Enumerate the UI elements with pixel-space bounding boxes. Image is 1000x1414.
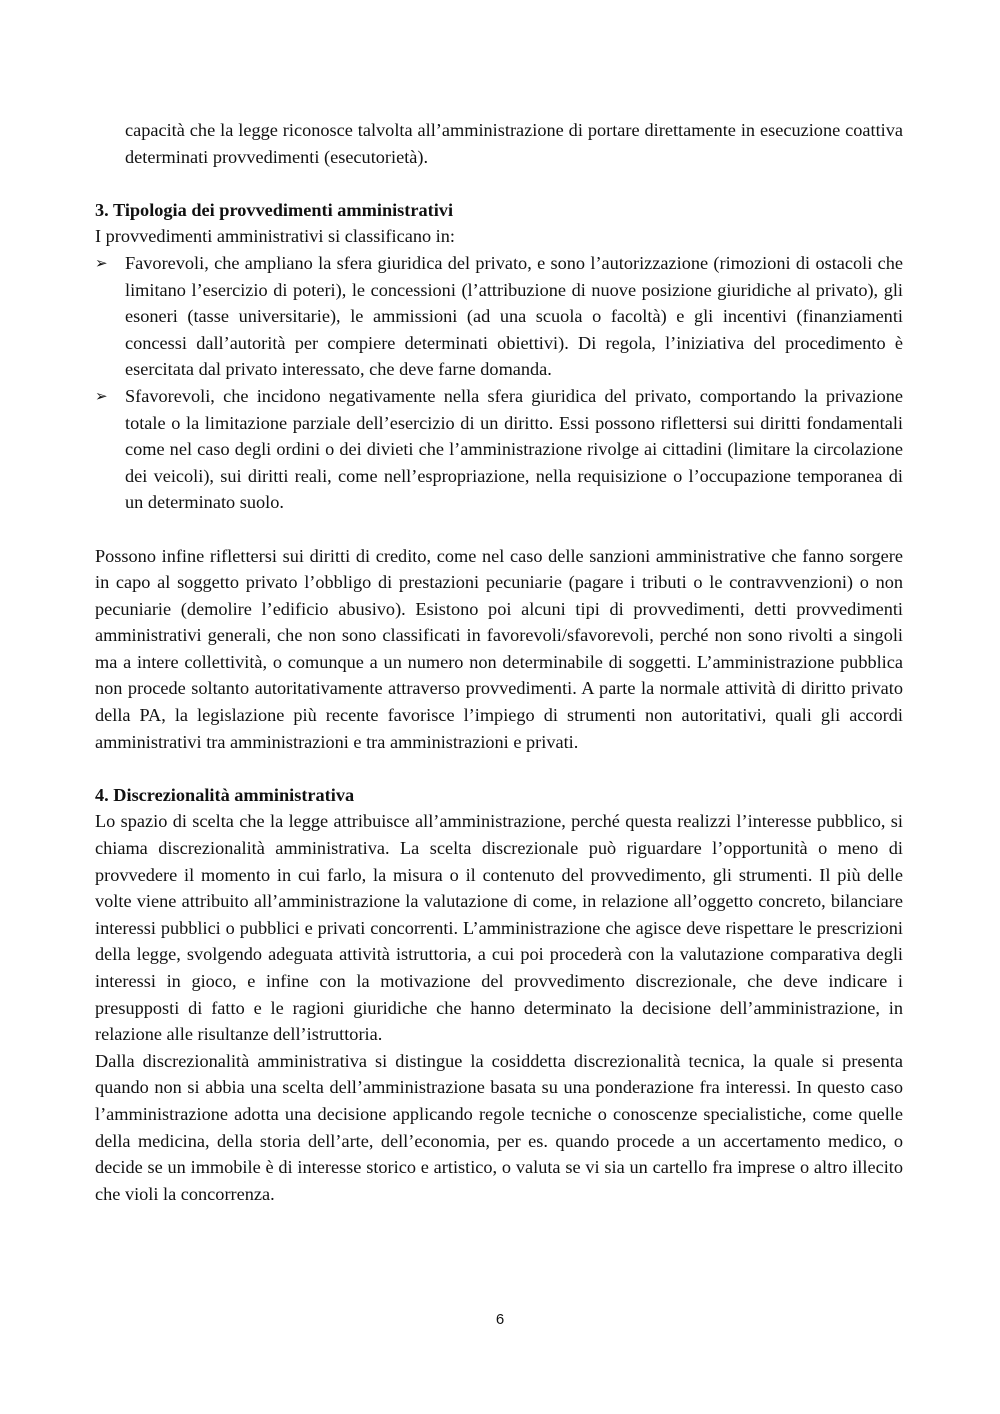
section-3-lead: I provvedimenti amministrativi si classificano in: [95, 226, 455, 247]
page-number: 6 [495, 1311, 505, 1328]
section-spacer [95, 516, 903, 543]
section-4-heading: 4. Discrezionalità amministrativa [95, 784, 355, 805]
arrowhead-bullet-icon: ➢ [95, 253, 108, 272]
section-spacer [95, 170, 903, 197]
page-body [95, 117, 903, 1207]
list-item-text: Sfavorevoli, che incidono negativamente nella sfera giuridica del privato, comportando la privazione totale o la limitazione parziale dell’esercizio di un diritto. Essi possono riflettersi sui diritti fondamentali come nel caso degli ordini o dei divieti che l’amministrazione rivolge ai cittadini (limitare la circolazione dei veicoli), sui diritti reali, come nell’espropriazione, nella requisizione o l’occupazione temporanea di un determinato suolo. [125, 385, 903, 513]
list-item-favorevoli [95, 250, 903, 383]
section-4-paragraph-2: Dalla discrezionalità amministrativa si distingue la cosiddetta discrezionalità tecnica, la quale si presenta quando non si abbia una scelta dell’amministrazione basata su una ponderazione fra interessi. In questo caso l’amministrazione adotta una decisione applicando regole tecniche o conoscenze specialistiche, come quelle della medicina, della storia dell’arte, dell’economia, per es. quando procede a un accertamento medico, o decide se un immobile è di interesse storico e artistico, o valuta se vi sia un cartello fra imprese o altro illecito che violi la concorrenza. [95, 1050, 903, 1204]
classification-list [95, 250, 903, 516]
section-3-closing-paragraph: Possono infine riflettersi sui diritti di credito, come nel caso delle sanzioni amministrative che fanno sorgere in capo al soggetto privato l’obbligo di prestazioni pecuniarie (pagare i tributi o le contravvenzioni) o non pecuniarie (demolire l’edificio abusivo). Esistono poi alcuni tipi di provvedimenti, detti provvedimenti amministrativi generali, che non sono classificati in favorevoli/sfavorevoli, perché non sono rivolti a singoli ma a intere collettività, o comunque a un numero non determinabile di soggetti. L’amministrazione pubblica non procede soltanto autoritativamente attraverso provvedimenti. A parte la normale attività di diritto privato della PA, la legislazione più recente favorisce l’impiego di strumenti non autoritativi, quali gli accordi amministrativi tra amministrazioni e tra amministrazioni e privati. [95, 545, 903, 752]
list-item-text: Favorevoli, che ampliano la sfera giuridica del privato, e sono l’autorizzazione (rimozioni di ostacoli che limitano l’esercizio di poteri), le concessioni (l’attribuzione di nuove posizione giuridiche al privato), gli esoneri (tasse universitarie), le ammissioni (ad una scuola o facoltà) e gli incentivi (finanziamenti concessi dall’autorità per compiere determinati obiettivi). Di regola, l’iniziativa del procedimento è esercitata dal privato interessato, che deve farne domanda. [125, 252, 903, 380]
section-3-heading: 3. Tipologia dei provvedimenti amministrativi [95, 199, 454, 220]
continuation-paragraph: capacità che la legge riconosce talvolta all’amministrazione di portare direttamente in esecuzione coattiva determinati provvedimenti (esecutorietà). [125, 120, 903, 167]
section-4-paragraph-1: Lo spazio di scelta che la legge attribuisce all’amministrazione, perché questa realizzi l’interesse pubblico, si chiama discrezionalità amministrativa. La scelta discrezionale può riguardare l’opportunità o meno di provvedere il momento in cui farlo, la misura o il contenuto del provvedimento, gli strumenti. Il più delle volte viene attribuito all’amministrazione la valutazione di come, in relazione all’oggetto concreto, bilanciare interessi pubblici o pubblici e privati concorrenti. L’amministrazione che agisce deve rispettare le prescrizioni della legge, svolgendo adeguata attività istruttoria, a cui poi procederà con la valutazione comparativa degli interessi in gioco, e infine con la motivazione del provvedimento discrezionale, che deve indicare i presupposti di fatto e le ragioni giuridiche che hanno determinato la decisione dell’amministrazione, in relazione alle risultanze dell’istruttoria. [95, 811, 903, 1045]
arrowhead-bullet-icon: ➢ [95, 386, 108, 405]
section-spacer [95, 755, 903, 782]
list-item-sfavorevoli [95, 383, 903, 516]
